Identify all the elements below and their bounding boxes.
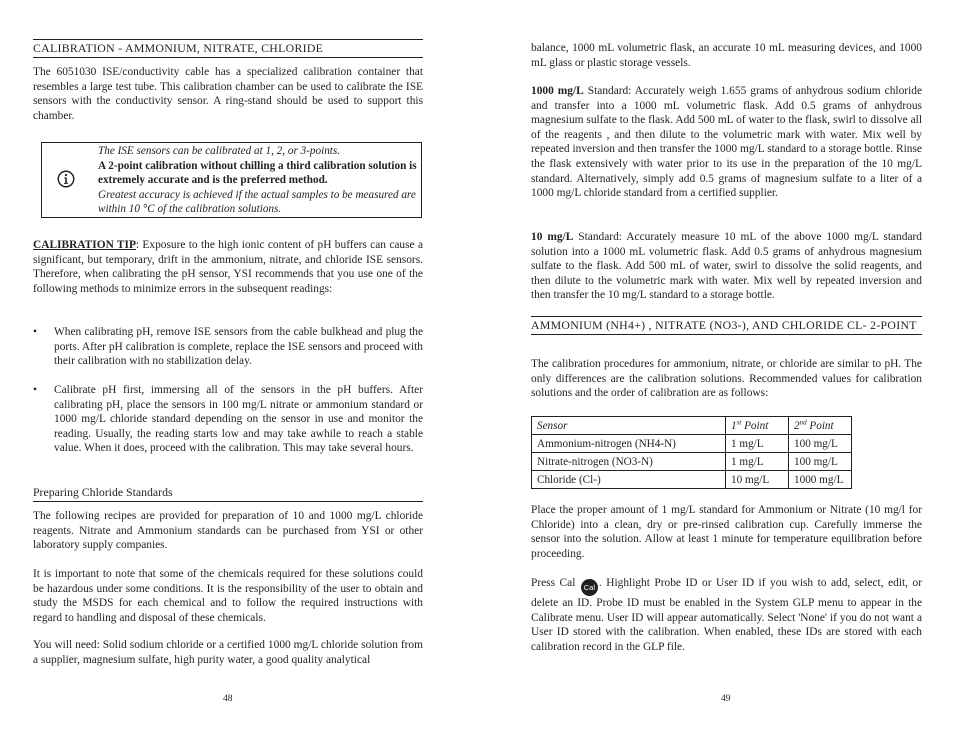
calibration-values-table [531, 416, 852, 489]
table-cell: Nitrate-nitrogen (NO3-N) [532, 453, 726, 471]
note-line-3: Greatest accuracy is achieved if the actual samples to be measured are within 10 °C of the calibration solutions. [98, 188, 416, 216]
table-cell: 1000 mg/L [789, 471, 852, 489]
table-cell: 1 mg/L [726, 435, 789, 453]
chloride-paragraph-3: You will need: Solid sodium chloride or a certified 1000 mg/L chloride solution from a supplier, magnesium sulfate, high purity water, a good quality analytical [33, 639, 423, 666]
info-note-box [41, 142, 422, 218]
standard-1000-label: 1000 mg/L [531, 85, 584, 97]
page-number: 49 [721, 693, 731, 704]
subsection-title-chloride: Preparing Chloride Standards [33, 485, 423, 502]
press-cal-prefix: Press Cal [531, 577, 580, 589]
place-standard-paragraph: Place the proper amount of 1 mg/L standard for Ammonium or Nitrate (10 mg/l for Chloride) into a clean, dry or pre-rinsed calibration cup. Carefully immerse the sensor into the solution. Allow at least 1 minute for temperature equilibration before proceeding. [531, 504, 922, 560]
standard-10-paragraph [531, 230, 922, 303]
bullet-item-1 [33, 325, 423, 369]
note-line-1: The ISE sensors can be calibrated at 1, 2, or 3-points. [98, 145, 341, 157]
procedure-intro-paragraph: The calibration procedures for ammonium, nitrate, or chloride are similar to pH. The only differences are the calibration solutions. Recommended values for calibration solutions and the order of calibration are as follows: [531, 358, 922, 400]
table-cell: Chloride (Cl-) [532, 471, 726, 489]
table-header-row [532, 417, 852, 435]
standard-10-text: Standard: Accurately measure 10 mL of the above 1000 mg/L standard solution into a 1000 mL volumetric flask. Add 0.5 grams of anhydrous magnesium sulfate to the flask. Add 500 mL of water, swirl to dissolve the solid reagents, and then dilute to the volumetric mark with water. Mix well by repeated inversion and then transfer the 10 mg/L standard to a storage bottle. [531, 231, 922, 302]
standard-1000-paragraph [531, 84, 922, 201]
header-sensor: Sensor [532, 417, 726, 435]
intro-paragraph: The 6051030 ISE/conductivity cable has a specialized calibration container that resembles a large test tube. This calibration chamber can be used to calibrate the ISE sensors with the conductivity sensor. A ring-stand should be used to support this chamber. [33, 66, 423, 122]
section-title-2-point: AMMONIUM (NH4+) , NITRATE (NO3-), AND CHLORIDE CL- 2-POINT [531, 316, 922, 335]
section-title-calibration: CALIBRATION - AMMONIUM, NITRATE, CHLORIDE [33, 39, 423, 58]
bullet-dot: • [33, 326, 37, 338]
table-row [532, 471, 852, 489]
chloride-paragraph-1: The following recipes are provided for preparation of 10 and 1000 mg/L chloride reagents. Nitrate and Ammonium standards can be purchased from YSI or other laboratory supply companies. [33, 510, 423, 552]
standard-1000-text: Standard: Accurately weigh 1.655 grams of anhydrous sodium chloride and transfer into a 1000 mL volumetric flask. Add 0.5 grams of anhydrous magnesium sulfate to the flask. Add 500 mL of water to the flask, swirl to dissolve all of the reagents , and then dilute to the volumetric mark with water. Mix well by repeated inversion and then transfer the 1000 mg/L standard to a storage bottle. Rinse the flask extensively with water prior to its use in the preparation of the 10 mg/L standard. Alternatively, simply add 0.5 grams of magnesium sulfate to a liter of a 1000 mg/L chloride standard from a certified supplier. [531, 85, 922, 200]
header-second-point: 2nd Point [789, 417, 852, 435]
cal-key-icon: Cal [581, 579, 598, 596]
bullet-text: When calibrating pH, remove ISE sensors from the cable bulkhead and plug the ports. After pH calibration is complete, replace the ISE sensors and proceed with their calibration with no stabilization delay. [54, 326, 423, 368]
bullet-text: Calibrate pH first, immersing all of the sensors in the pH buffers. After calibrating pH, place the sensors in 100 mg/L nitrate or ammonium standard or 1000 mg/L chloride standard depending on the sensor in use and monitor the reading. Usually, the reading starts low and may take awhile to reach a stable value. When it does, proceed with the calibration. This may take several hours. [54, 384, 423, 455]
table-cell: 10 mg/L [726, 471, 789, 489]
table-cell: 100 mg/L [789, 453, 852, 471]
page-number: 48 [223, 693, 233, 704]
header-first-point: 1st Point [726, 417, 789, 435]
note-line-2: A 2-point calibration without chilling a third calibration solution is extremely accurate and is the preferred method. [98, 159, 417, 187]
table-cell: Ammonium-nitrogen (NH4-N) [532, 435, 726, 453]
bullet-dot: • [33, 384, 37, 396]
standard-10-label: 10 mg/L [531, 231, 574, 243]
continued-paragraph: balance, 1000 mL volumetric flask, an accurate 10 mL measuring devices, and 1000 mL glass or plastic storage vessels. [531, 42, 922, 69]
table-cell: 1 mg/L [726, 453, 789, 471]
table-row [532, 453, 852, 471]
bullet-item-2 [33, 383, 423, 456]
calibration-tip-paragraph [33, 238, 423, 296]
press-cal-text: . Highlight Probe ID or User ID if you wish to add, select, edit, or delete an ID. Probe ID must be enabled in the System GLP menu to appear in the Calibrate menu. User ID will appear automatically. Select 'None' if you do not want a User ID stored with the calibration. When enabled, these IDs are stored with each calibration record in the GLP file. [531, 577, 922, 653]
calibration-tip-text: : Exposure to the high ionic content of pH buffers can cause a significant, but temporary, drift in the ammonium, nitrate, and chloride ISE sensors. Therefore, when calibrating the pH sensor, YSI recommends that you use one of the following methods to minimize errors in the subsequent readings: [33, 239, 423, 295]
table-row [532, 435, 852, 453]
chloride-paragraph-2: It is important to note that some of the chemicals required for these solutions could be hazardous under some conditions. It is the responsibility of the user to obtain and study the MSDS for each chemical and to follow the required instructions with regard to handling and disposal of these chemicals. [33, 568, 423, 624]
table-cell: 100 mg/L [789, 435, 852, 453]
press-cal-paragraph [531, 576, 922, 654]
calibration-tip-label: CALIBRATION TIP [33, 239, 136, 251]
info-icon [57, 170, 75, 188]
